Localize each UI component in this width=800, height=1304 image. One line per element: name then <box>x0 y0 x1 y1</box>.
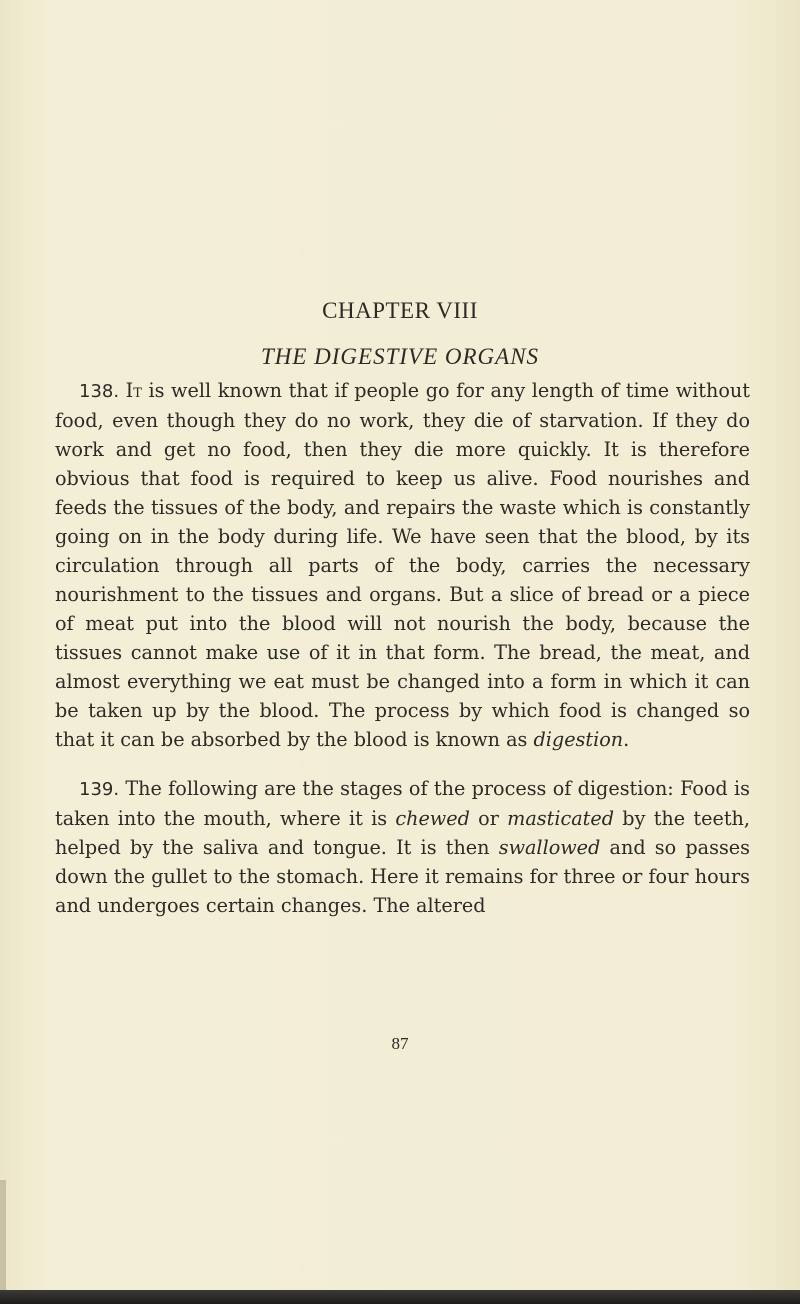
paragraph-segment: The following are the stages of the process of digestion: Food is taken into the mouth, where it is <box>55 777 750 830</box>
page-edge-shadow <box>0 1180 6 1290</box>
chapter-title: THE DIGESTIVE ORGANS <box>260 344 540 369</box>
paragraph-138 <box>55 376 750 754</box>
italic-term: swallowed <box>498 836 601 859</box>
italic-term: digestion <box>533 728 624 751</box>
italic-term: chewed <box>395 807 470 830</box>
paragraph-lead-word: It <box>125 379 142 402</box>
italic-term: masticated <box>507 807 615 830</box>
paragraph-segment: or <box>469 807 508 830</box>
page-number: 87 <box>391 1034 409 1053</box>
paragraph-number: 138. <box>79 381 120 402</box>
paragraph-139 <box>55 774 750 920</box>
paragraph-text: is well known that if people go for any length of time without food, even though they do no work, they die of starvation. If they do work and get no food, then they die more quickly. It is therefore obvious that food is required to keep us alive. Food nourishes and feeds the tissues of the body, and repairs the waste which is constantly going on in the body during life. We have seen that the blood, by its circulation through all parts of the body, carries the necessary nourishment to the tissues and organs. But a slice of bread or a piece of meat put into the blood will not nourish the body, because the tissues cannot make use of it in that form. The bread, the meat, and almost everything we eat must be changed into a form in which it can be taken up by the blood. The process by which food is changed so that it can be absorbed by the blood is known as <box>55 379 750 751</box>
paragraph-text-end: . <box>623 728 630 751</box>
paragraph-segment: and so passes down the gullet to the stomach. Here it remains for three or four hours and undergoes certain changes. The altered <box>55 836 750 917</box>
paragraph-segment: by the teeth, helped by the saliva and tongue. It is then <box>55 807 750 859</box>
chapter-heading: CHAPTER VIII <box>322 298 478 323</box>
paragraph-number: 139. <box>79 779 120 800</box>
scan-bottom-edge <box>0 1290 800 1304</box>
